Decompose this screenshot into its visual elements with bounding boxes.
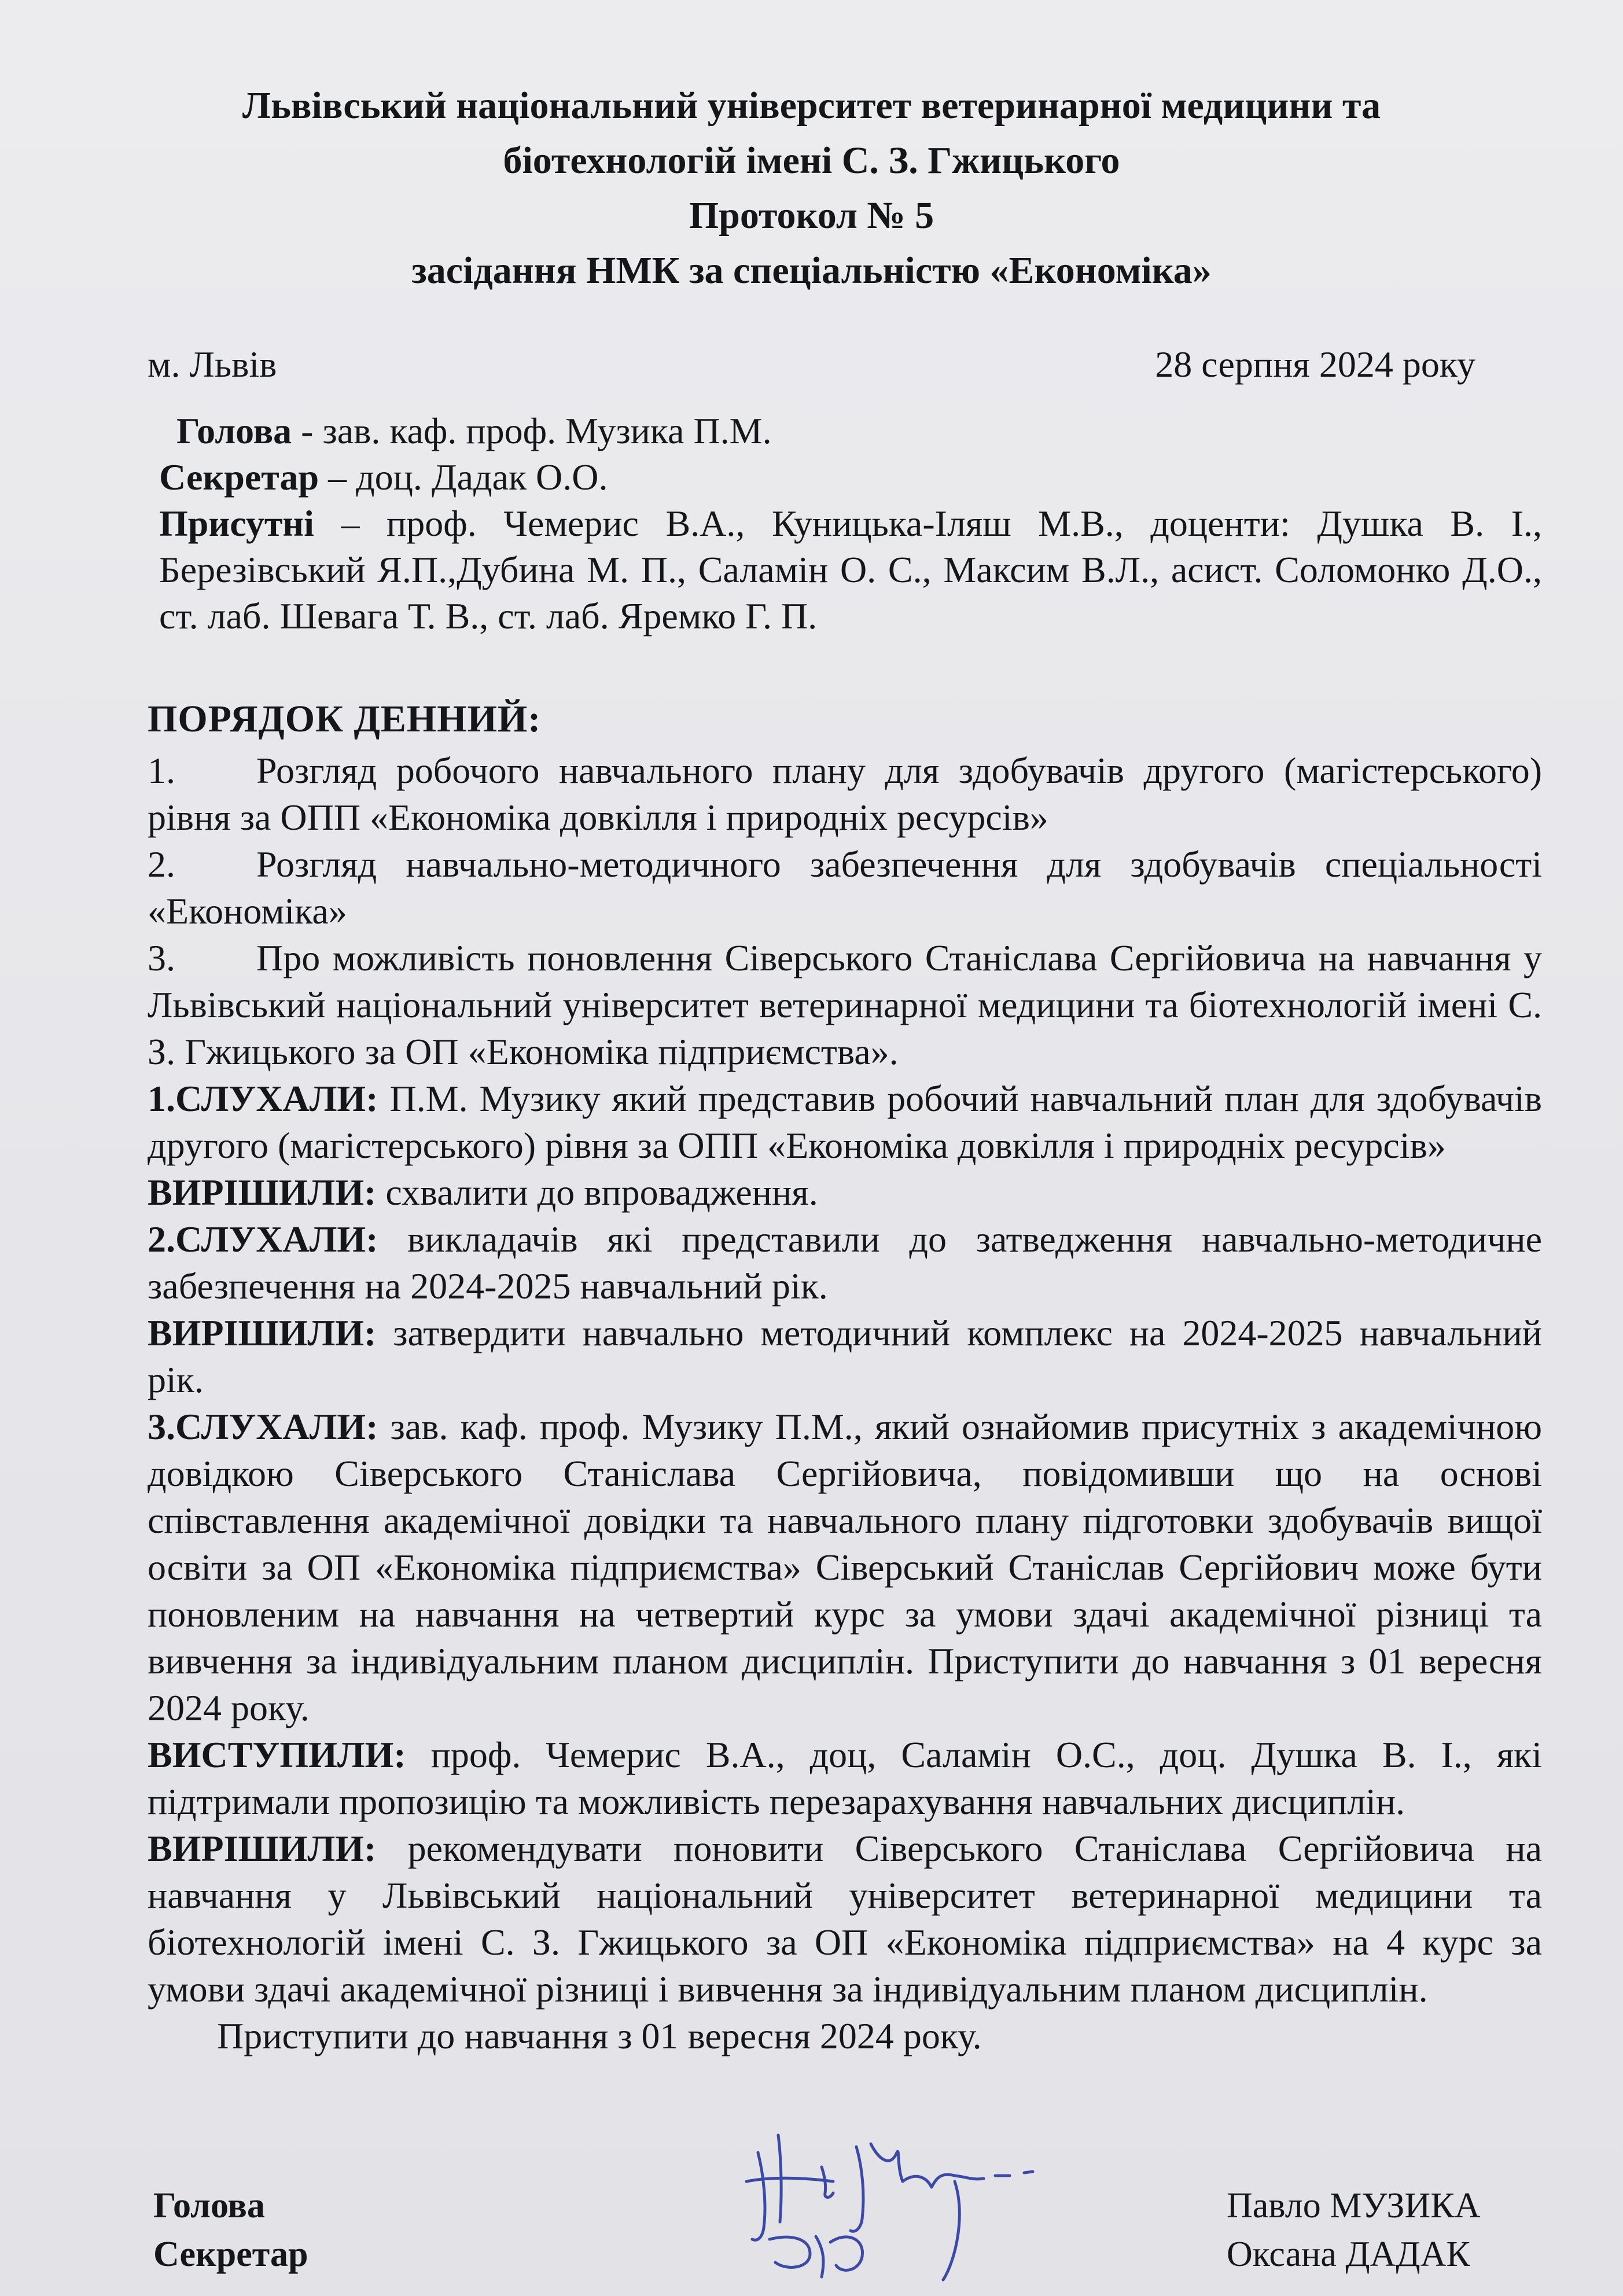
heard-1 (148, 1075, 1542, 1169)
chair-label: Голова (176, 410, 292, 451)
agenda-item-3-text: Про можливість поновлення Сіверського Станіслава Сергійовича на навчання у Львівський національний університет ветеринарної медицини та біотехнологій імені С. З. Гжицького за ОП «Економіка підприємства». (148, 937, 1542, 1072)
spoke-3-text: проф. Чемерис В.А., доц, Саламін О.С., доц. Душка В. І., які підтримали пропозицію та можливість перезарахування навчальних дисциплін. (148, 1734, 1542, 1822)
agenda-item-2 (148, 841, 1542, 934)
agenda-item-1 (148, 747, 1542, 841)
heard-3-label: 3.СЛУХАЛИ: (148, 1406, 378, 1447)
spoke-3 (148, 1731, 1542, 1825)
chair-row (159, 408, 1542, 454)
city: м. Львів (148, 344, 277, 385)
present-label: Присутні (159, 503, 314, 544)
agenda-item-2-num: 2. (148, 844, 175, 885)
present-text: – проф. Чемерис В.А., Куницька-Іляш М.В., доценти: Душка В. І., Березівський Я.П.,Дубина М. П., Саламін О. С., Максим В.Л., асист. Соломонко Д.О., ст. лаб. Шевага Т. В., ст. лаб. Яремко Г. П. (159, 503, 1542, 636)
decided-2 (148, 1309, 1542, 1403)
decided-1-text: схвалити до впровадження. (376, 1172, 818, 1213)
signer-names (1227, 2181, 1480, 2279)
heard-1-label: 1.СЛУХАЛИ: (148, 1078, 378, 1119)
secretary-signature-label: Секретар (153, 2235, 308, 2274)
heard-3-text: зав. каф. проф. Музику П.М., який ознайомив присутніх з академічною довідкою Сіверського Станіслава Сергійовича, повідомивши що на основі співставлення академічної довідки та навчального плану підготовки здобувачів вищої освіти за ОП «Економіка підприємства» Сіверський Станіслав Сергійович може бути поновленим на навчання на четвертий курс за умови здачі академічної різниці та вивчення за індивідуальним планом дисциплін. Приступити до навчання з 01 вересня 2024 року. (148, 1406, 1542, 1728)
agenda-item-3 (148, 934, 1542, 1075)
decided-3 (148, 1825, 1542, 2012)
decided-1 (148, 1169, 1542, 1216)
secretary-row (159, 454, 1542, 501)
meeting-title: засідання НМК за спеціальністю «Економіка» (411, 249, 1212, 292)
decided-2-text: затвердити навчально методичний комплекс на 2024-2025 навчальний рік. (148, 1312, 1542, 1400)
protocol-number: Протокол № 5 (689, 194, 934, 237)
secretary-label: Секретар (159, 457, 319, 498)
decided-1-label: ВИРІШИЛИ: (148, 1172, 377, 1213)
decided-2-label: ВИРІШИЛИ: (148, 1312, 377, 1353)
present-row (159, 501, 1542, 639)
agenda-item-3-num: 3. (148, 937, 175, 978)
chair-name: Павло МУЗИКА (1227, 2186, 1481, 2225)
heard-1-text: П.М. Музику який представив робочий навчальний план для здобувачів другого (магістерського) рівня за ОПП «Економіка довкілля і природніх ресурсів» (148, 1078, 1542, 1166)
spoke-3-label: ВИСТУПИЛИ: (148, 1734, 406, 1775)
protocol-body (148, 691, 1542, 2059)
agenda-item-1-text: Розгляд робочого навчального плану для здобувачів другого (магістерського) рівня за ОПП «Економіка довкілля і природніх ресурсів» (148, 750, 1542, 838)
heard-3 (148, 1403, 1542, 1731)
chair-text: - зав. каф. проф. Музика П.М. (292, 410, 772, 451)
final-statement: Приступити до навчання з 01 вересня 2024 року. (217, 2015, 982, 2056)
secretary-text: – доц. Дадак О.О. (319, 457, 608, 498)
agenda-title: ПОРЯДОК ДЕННИЙ: (148, 698, 542, 740)
heard-2 (148, 1216, 1542, 1309)
signer-roles (153, 2181, 308, 2279)
heard-2-text: викладачів які представили до затведження навчально-методичне забезпечення на 2024-2025 навчальний рік. (148, 1219, 1542, 1307)
decided-3-text: рекомендувати поновити Сіверського Станіслава Сергійовича на навчання у Львівський національний університет ветеринарної медицини та біотехнологій імені С. З. Гжицького за ОП «Економіка підприємства» на 4 курс за умови здачі академічної різниці і вивчення за індивідуальним планом дисциплін. (148, 1828, 1542, 2010)
handwritten-signatures (723, 2112, 1082, 2286)
university-name-line2: біотехнологій імені С. З. Гжицького (503, 139, 1120, 182)
attendance-block (159, 408, 1542, 639)
meeting-date: 28 серпня 2024 року (1155, 344, 1475, 385)
document-header (0, 78, 1623, 298)
secretary-name: Оксана ДАДАК (1227, 2235, 1470, 2274)
decided-3-label: ВИРІШИЛИ: (148, 1828, 377, 1869)
university-name-line1: Львівський національний університет ветеринарної медицини та (242, 84, 1381, 127)
agenda-item-2-text: Розгляд навчально-методичного забезпечення для здобувачів спеціальності «Економіка» (148, 844, 1542, 932)
chair-signature-label: Голова (153, 2186, 265, 2225)
heard-2-label: 2.СЛУХАЛИ: (148, 1219, 378, 1260)
agenda-item-1-num: 1. (148, 750, 175, 791)
